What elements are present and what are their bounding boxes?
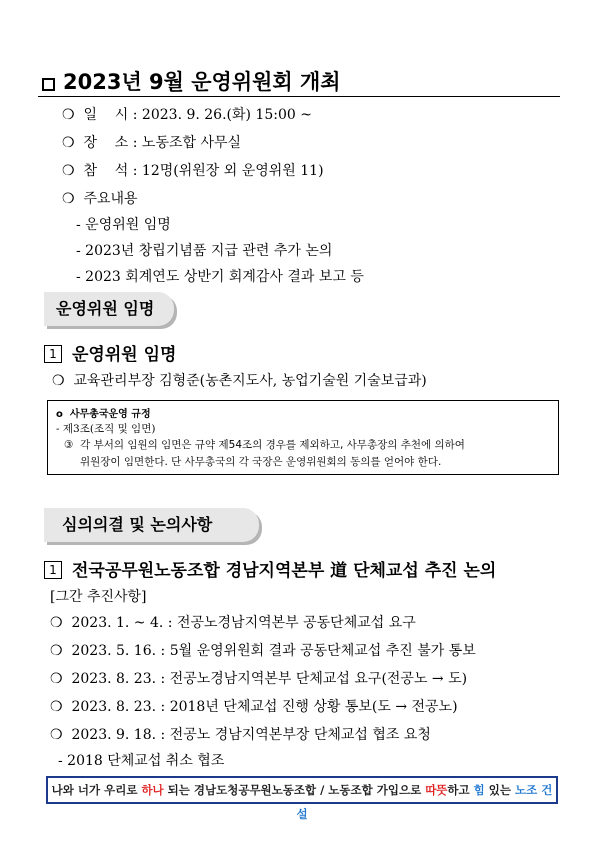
progress-subitem: - 2018 단체교섭 취소 협조	[58, 753, 225, 769]
regulation-line-2: ③ 각 부서의 임원의 임면은 규약 제54조의 경우를 제외하고, 사무총장의 추천에 의하여	[64, 439, 465, 451]
footer-slogan: 나와 너가 우리로 하나 되는 경남도청공무원노동조합 / 노동조합 가입으로 따뜻하고 힘 있는 노조 건설	[46, 776, 558, 804]
info-item-attendees: ❍ 참 석 : 12명(위원장 외 운영위원 11)	[62, 163, 324, 179]
number-box: 1	[44, 345, 62, 363]
appointment-item: ❍ 교육관리부장 김형준(농촌지도사, 농업기술원 기술보급과)	[52, 373, 427, 389]
page-title: 2023년 9월 운영위원회 개최	[42, 66, 341, 96]
section-heading-deliberation: 1 전국공무원노동조합 경남지역본부 道 단체교섭 추진 논의	[44, 556, 496, 581]
regulation-title: o 사무총국운영 규정	[56, 409, 151, 420]
checkbox-icon	[42, 78, 55, 91]
section-heading-appointment: 1 운영위원 임명	[44, 340, 176, 365]
progress-item-4: ❍ 2023. 8. 23. : 2018년 단체교섭 진행 상황 통보(도 → 전공노)	[50, 699, 458, 715]
content-item-3: - 2023 회계연도 상반기 회계감사 결과 보고 등	[76, 269, 364, 285]
info-item-place: ❍ 장 소 : 노동조합 사무실	[62, 135, 242, 151]
progress-heading: [그간 추진사항]	[50, 589, 147, 605]
progress-item-3: ❍ 2023. 8. 23. : 전공노경남지역본부 단체교섭 요구(전공노 → 도)	[50, 671, 468, 687]
progress-item-1: ❍ 2023. 1. ~ 4. : 전공노경남지역본부 공동단체교섭 요구	[50, 615, 416, 631]
regulation-line-3: 위원장이 임면한다. 단 사무총국의 각 국장은 운영위원회의 동의를 얻어야 한다.	[80, 456, 442, 468]
info-item-contents: ❍ 주요내용	[62, 191, 138, 207]
info-item-date: ❍ 일 시 : 2023. 9. 26.(화) 15:00 ~	[62, 107, 312, 123]
section-label-appointment: 운영위원 임명	[44, 292, 174, 326]
progress-item-2: ❍ 2023. 5. 16. : 5월 운영위원회 결과 공동단체교섭 추진 불가 통보	[50, 643, 476, 659]
progress-item-5: ❍ 2023. 9. 18. : 전공노 경남지역본부장 단체교섭 협조 요청	[50, 727, 431, 743]
number-box: 1	[44, 561, 62, 579]
title-divider	[38, 96, 560, 97]
content-item-2: - 2023년 창립기념품 지급 관련 추가 논의	[76, 243, 333, 259]
content-item-1: - 운영위원 임명	[76, 217, 171, 233]
section-label-deliberation: 심의의결 및 논의사항	[44, 508, 259, 542]
regulation-line-1: - 제3조(조직 및 임면)	[56, 423, 156, 435]
